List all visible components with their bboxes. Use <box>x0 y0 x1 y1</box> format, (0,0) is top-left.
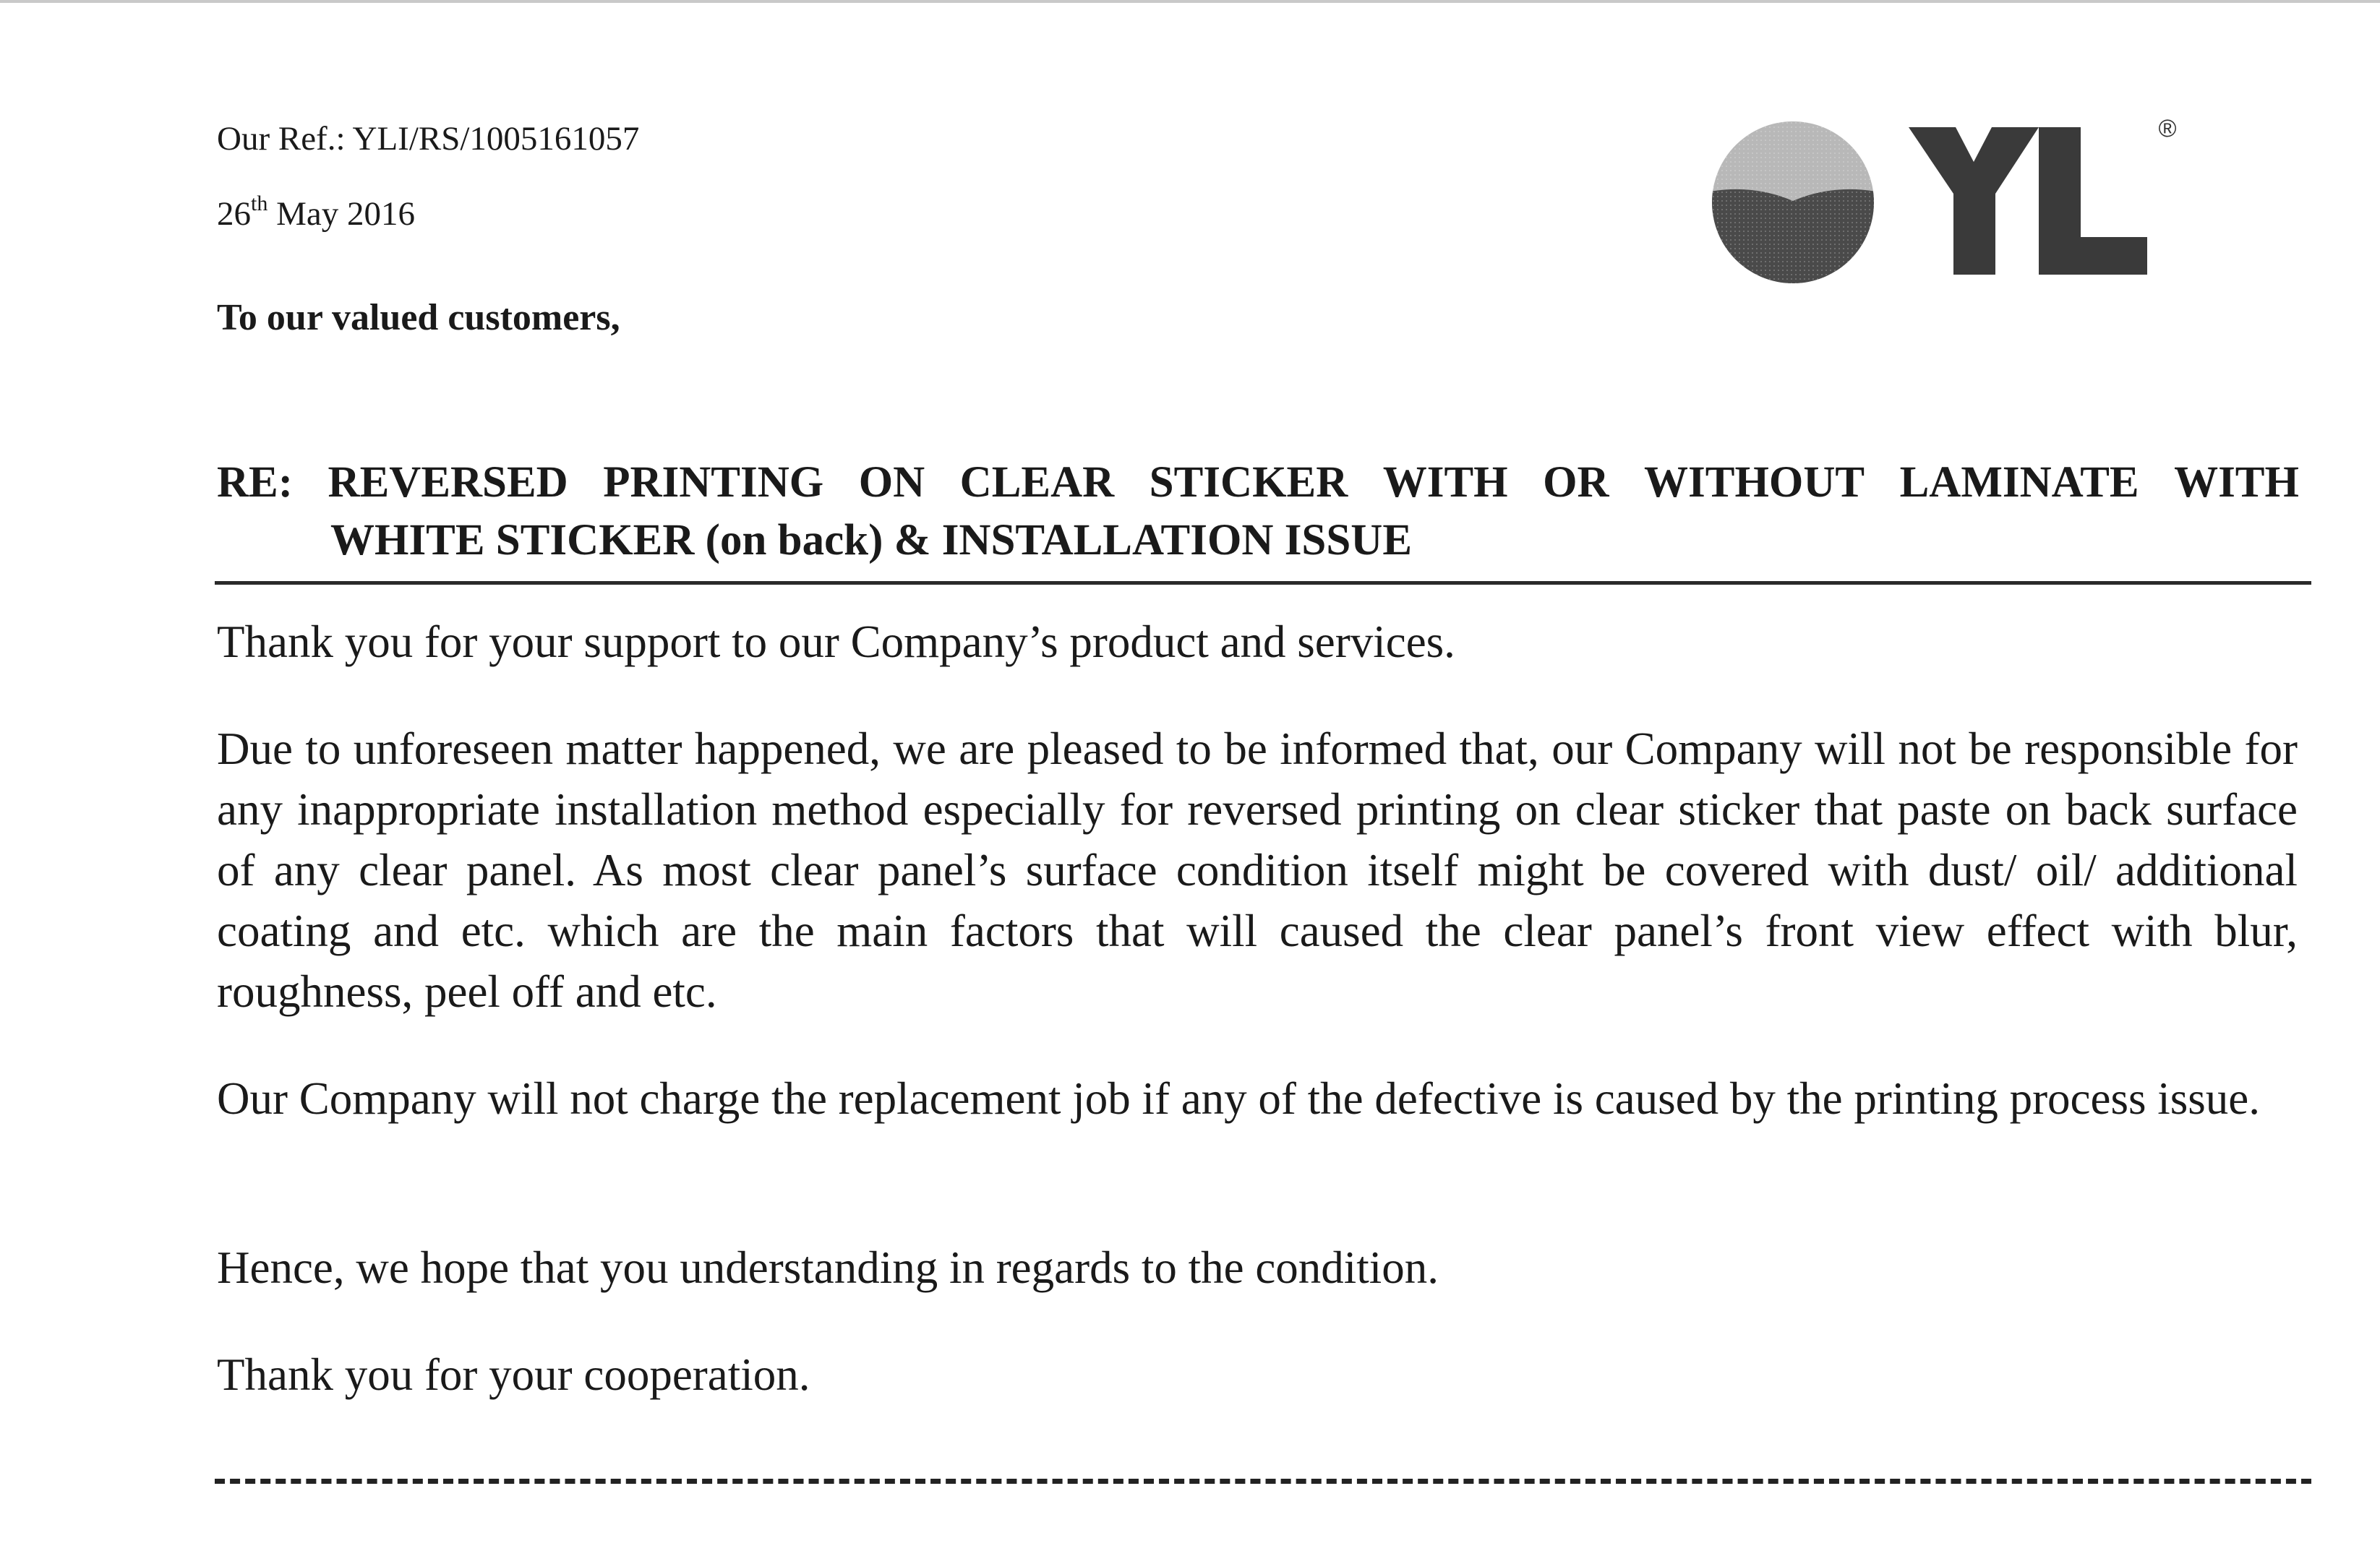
date-suffix: th <box>251 192 268 215</box>
subject-word: ON <box>858 458 925 507</box>
date-month-year: May 2016 <box>267 195 415 233</box>
subject-word: CLEAR <box>959 458 1115 507</box>
subject-word: WITHOUT <box>1644 458 1865 507</box>
paragraph-disclaimer: Due to unforeseen matter happened, we are pleased to be informed that, our Company will not be responsible for any inappropriate installation method especially for reversed printing on clear sticker that paste on back surface of any clear panel. As most clear panel’s surface condition itself might be covered with dust/ oil/ additional coating and etc. which are the main factors that will caused the clear panel’s front view effect with blur, roughness, peel off and etc. <box>217 723 2298 1017</box>
scan-top-edge <box>0 0 2380 3</box>
subject-word: RE: <box>217 458 294 507</box>
paragraph-closing: Thank you for your cooperation. <box>217 1349 810 1400</box>
logo-wordmark <box>1909 127 2147 275</box>
subject-word: WITH <box>2174 458 2299 507</box>
paragraph-understanding: Hence, we hope that you understanding in regards to the condition. <box>217 1242 1439 1293</box>
subject-underline-divider <box>215 581 2311 585</box>
dashed-divider <box>215 1479 2311 1484</box>
subject-word: REVERSED <box>328 458 568 507</box>
salutation: To our valued customers, <box>217 297 620 338</box>
letter-date <box>217 192 415 236</box>
reference-number: Our Ref.: YLI/RS/1005161057 <box>217 120 640 158</box>
yl-logo-icon <box>1699 108 2191 289</box>
registered-mark: ® <box>2158 114 2177 142</box>
subject-word: PRINTING <box>603 458 824 507</box>
subject-heading <box>217 454 2299 570</box>
subject-line-2: WHITE STICKER (on back) & INSTALLATION ISSUE <box>330 516 1413 564</box>
date-day: 26 <box>217 195 251 233</box>
logo-disc <box>1699 108 1887 289</box>
company-logo <box>1699 108 2191 289</box>
paragraph-thanks-support: Thank you for your support to our Company’s product and services. <box>217 616 1455 667</box>
subject-word: STICKER <box>1149 458 1348 507</box>
subject-line-1 <box>217 454 2299 512</box>
paragraph-replacement: Our Company will not charge the replacement job if any of the defective is caused by the printing process issue. <box>217 1073 2261 1124</box>
subject-word: WITH <box>1382 458 1508 507</box>
subject-word: OR <box>1543 458 1609 507</box>
subject-word: LAMINATE <box>1899 458 2139 507</box>
